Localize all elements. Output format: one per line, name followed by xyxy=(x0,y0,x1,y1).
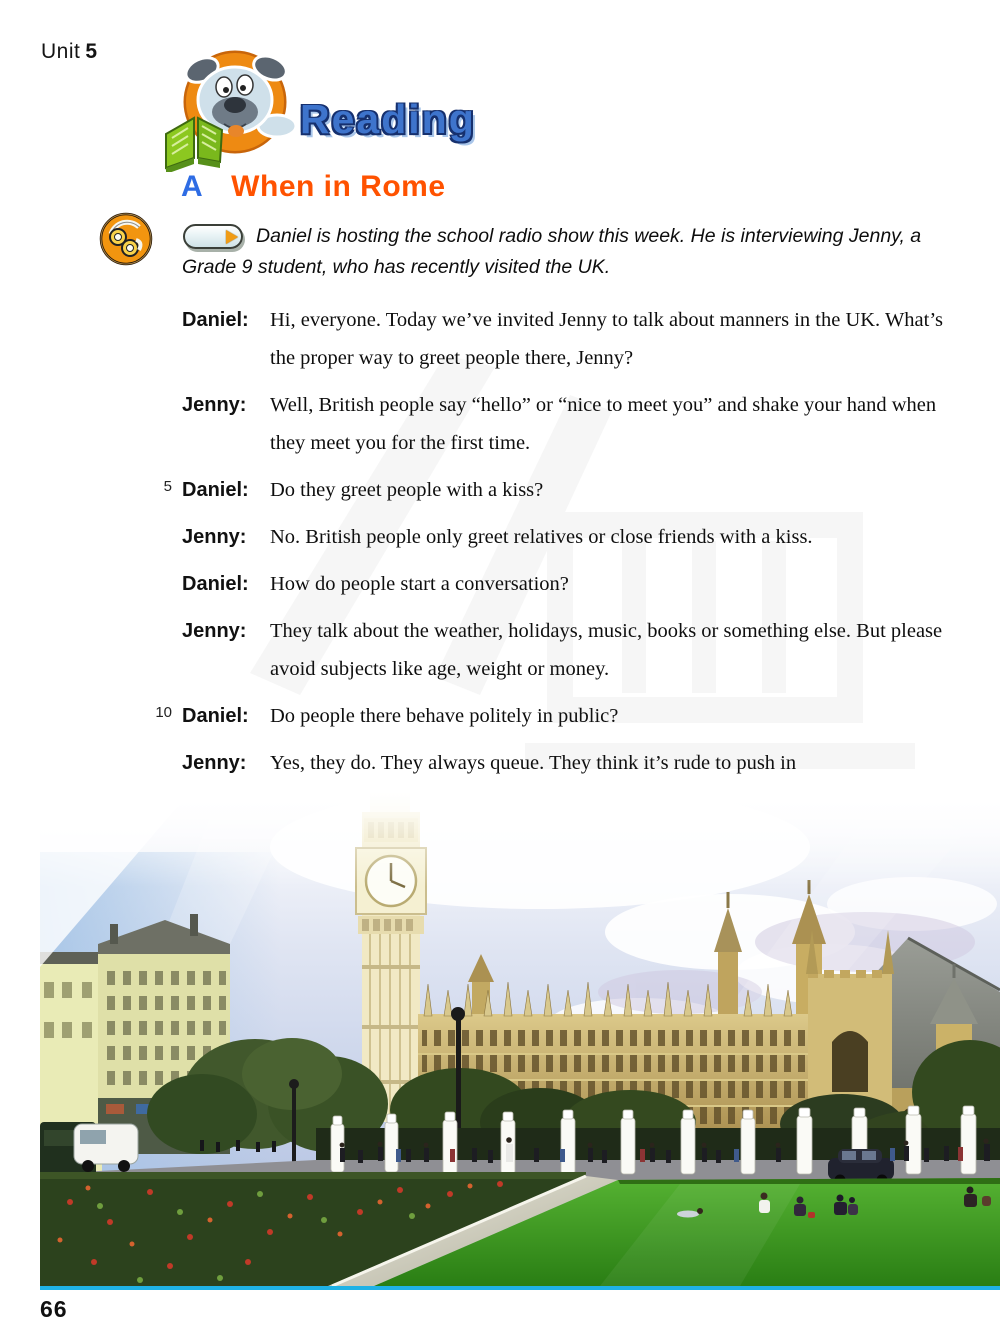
speaker-label: Daniel: xyxy=(182,479,249,501)
headphones-audio-icon xyxy=(97,210,155,268)
play-icon xyxy=(226,230,238,244)
dialogue-turn xyxy=(148,301,963,377)
part-heading xyxy=(181,170,446,204)
dialogue-text: How do people start a conversation? xyxy=(270,573,569,595)
dialogue-turn xyxy=(148,612,963,688)
dialogue xyxy=(148,301,963,791)
audio-play-button[interactable] xyxy=(183,224,243,249)
speaker-label: Jenny: xyxy=(182,394,247,416)
speaker-label: Jenny: xyxy=(182,526,247,548)
part-title: When in Rome xyxy=(231,170,446,203)
dialogue-turn xyxy=(148,471,963,509)
line-number xyxy=(148,386,172,462)
intro-text: Daniel is hosting the school radio show this week. He is interviewing Jenny, a Grade 9 student, who has recently visited the UK. xyxy=(182,225,922,278)
dialogue-text: Hi, everyone. Today we’ve invited Jenny to talk about manners in the UK. What’s the proper way to greet people there, Jenny? xyxy=(270,309,944,369)
line-number xyxy=(148,744,172,782)
part-letter: A xyxy=(181,170,204,203)
photo-big-ben-parliament xyxy=(40,792,1000,1290)
dialogue-text: They talk about the weather, holidays, music, books or something else. But please avoid subjects like age, weight or money. xyxy=(270,620,943,680)
line-number xyxy=(148,518,172,556)
dialogue-turn xyxy=(148,386,963,462)
dialogue-text: Yes, they do. They always queue. They think it’s rude to push in xyxy=(270,752,797,774)
speaker-label: Daniel: xyxy=(182,573,249,595)
line-number xyxy=(148,301,172,377)
dog-reading-mascot-icon xyxy=(140,46,320,172)
line-number: 5 xyxy=(163,478,172,495)
unit-label xyxy=(41,40,98,64)
dialogue-text: Do they greet people with a kiss? xyxy=(270,479,544,501)
line-number xyxy=(148,612,172,688)
dialogue-turn xyxy=(148,744,963,782)
dialogue-turn xyxy=(148,565,963,603)
speaker-label: Daniel: xyxy=(182,705,249,727)
dialogue-text: Well, British people say “hello” or “nice to meet you” and shake your hand when they meet you for the first time. xyxy=(270,394,937,454)
speaker-label: Jenny: xyxy=(182,620,247,642)
line-number xyxy=(148,565,172,603)
line-number: 10 xyxy=(155,704,172,721)
dialogue-text: Do people there behave politely in public? xyxy=(270,705,619,727)
speaker-label: Daniel: xyxy=(182,309,249,331)
dialogue-text: No. British people only greet relatives or close friends with a kiss. xyxy=(270,526,813,548)
unit-word: Unit xyxy=(41,40,81,63)
speaker-label: Jenny: xyxy=(182,752,247,774)
unit-number: 5 xyxy=(85,40,98,63)
section-title: Reading xyxy=(300,96,476,142)
page-number: 66 xyxy=(40,1296,68,1322)
dialogue-turn xyxy=(148,697,963,735)
dialogue-turn xyxy=(148,518,963,556)
